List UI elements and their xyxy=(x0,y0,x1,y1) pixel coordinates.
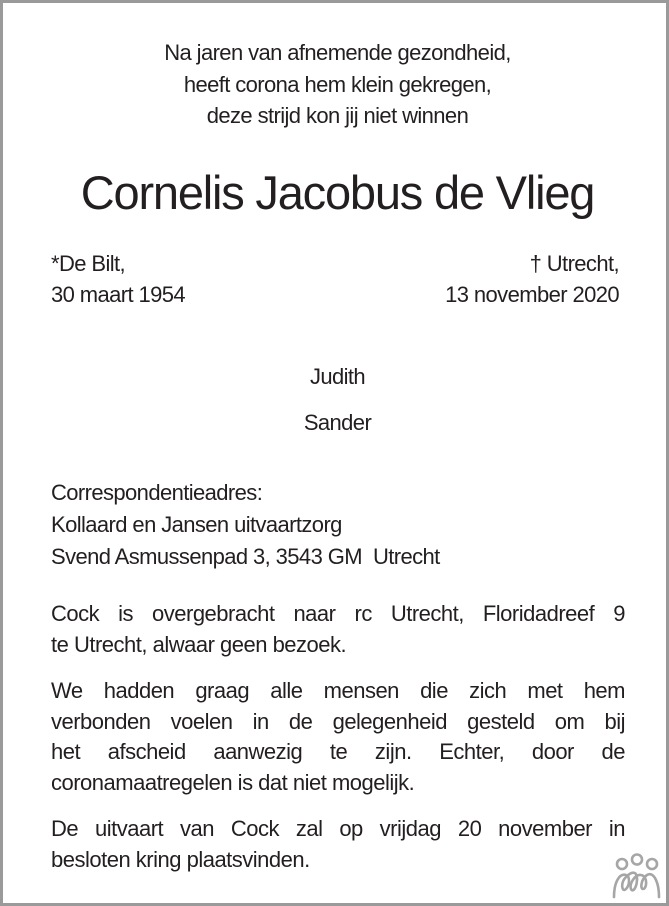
birth-place: *De Bilt, xyxy=(51,251,126,276)
survivor-name: Judith xyxy=(309,364,366,389)
paragraph-line: Cock is overgebracht naar rc Utrecht, Floridadreef 9 xyxy=(51,601,625,626)
deceased-name: Cornelis Jacobus de Vlieg xyxy=(80,166,595,219)
poem-line: deze strijd kon jij niet winnen xyxy=(206,103,469,128)
paragraph-line: verbonden voelen in de gelegenheid gesteld om bij xyxy=(51,708,625,734)
death-place: † Utrecht, xyxy=(529,251,619,276)
paragraph-line: besloten kring plaatsvinden. xyxy=(51,846,310,872)
paragraph-funeral xyxy=(51,814,625,875)
paragraph-line: We hadden graag alle mensen die zich met hem xyxy=(51,678,625,703)
death-date: 13 november 2020 xyxy=(445,282,619,307)
correspondence-address xyxy=(51,477,440,573)
paragraph-corona xyxy=(51,676,625,798)
family-people-icon xyxy=(611,853,663,901)
birth-date: 30 maart 1954 xyxy=(51,282,186,307)
paragraph-line: het afscheid aanwezig te zijn. Echter, door de xyxy=(51,739,625,764)
poem-line: heeft corona hem klein gekregen, xyxy=(183,71,492,97)
address-company: Kollaard en Jansen uitvaartzorg xyxy=(51,512,342,537)
paragraph-line: te Utrecht, alwaar geen bezoek. xyxy=(51,631,347,657)
survivors xyxy=(3,354,669,446)
survivor-name: Sander xyxy=(303,410,372,435)
paragraph-transfer xyxy=(51,599,625,660)
death-info xyxy=(445,248,619,310)
birth-info xyxy=(51,248,185,310)
address-street: Svend Asmussenpad 3, 3543 GM Utrecht xyxy=(51,544,440,569)
paragraph-line: coronamaatregelen is dat niet mogelijk. xyxy=(51,769,415,795)
paragraph-line: De uitvaart van Cock zal op vrijdag 20 november in xyxy=(51,816,625,841)
poem-line: Na jaren van afnemende gezondheid, xyxy=(164,40,511,65)
address-label: Correspondentieadres: xyxy=(51,480,263,505)
poem xyxy=(3,37,669,132)
